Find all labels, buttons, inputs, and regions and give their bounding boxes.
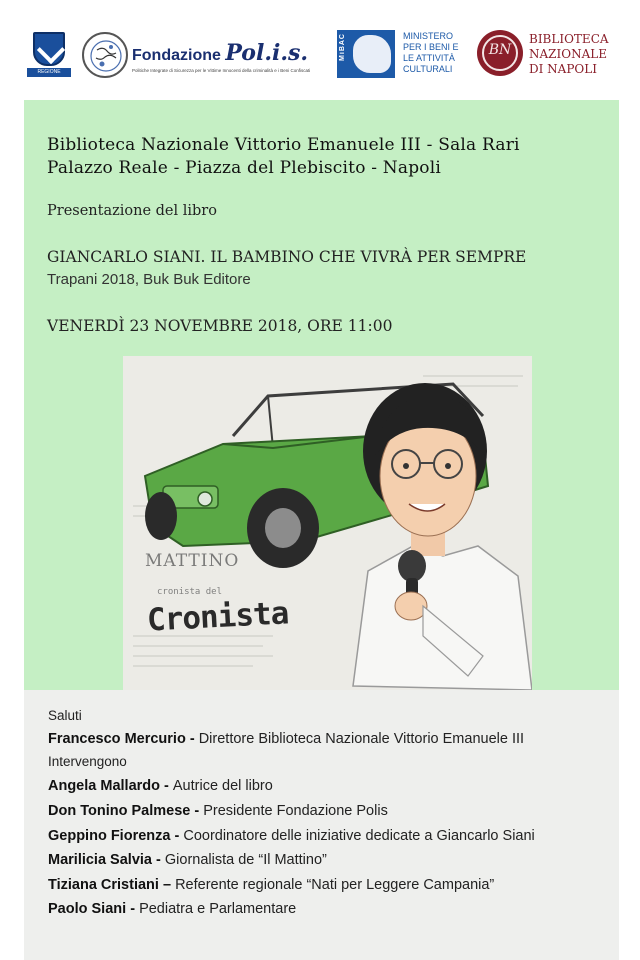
- mibac-line: MINISTERO: [403, 31, 454, 41]
- mibac-logo: [337, 30, 465, 80]
- presentation-intro: Presentazione del libro: [47, 203, 217, 219]
- speaker-role: Presidente Fondazione Polis: [203, 803, 388, 819]
- regione-campania-logo: [27, 32, 71, 84]
- speaker-separator: -: [170, 828, 184, 844]
- speaker-separator: -: [185, 731, 199, 747]
- speaker-separator: -: [126, 901, 140, 917]
- logo-bar: [0, 0, 640, 100]
- saluti-heading: Saluti: [48, 708, 82, 723]
- speaker-name: Don Tonino Palmese: [48, 803, 191, 819]
- cover-newspaper-subline: cronista del: [157, 587, 223, 597]
- bnn-text: [529, 32, 609, 77]
- mibac-line: PER I BENI E: [403, 42, 459, 52]
- speaker-row: [48, 852, 327, 868]
- polis-name-prefix: Fondazione: [132, 47, 221, 64]
- regione-campania-shield-icon: [33, 32, 65, 66]
- bnn-seal-icon: [477, 30, 523, 76]
- mibac-sculpture-icon: [353, 35, 391, 73]
- speaker-row: [48, 828, 535, 844]
- venue-line-2: Palazzo Reale - Piazza del Plebiscito - Napoli: [47, 158, 441, 178]
- speaker-separator: -: [151, 852, 165, 868]
- fondazione-polis-logo: [82, 32, 322, 80]
- speaker-separator: -: [190, 803, 204, 819]
- speaker-row: [48, 901, 296, 917]
- cover-newspaper-headline: MATTINO: [145, 551, 240, 571]
- mibac-line: CULTURALI: [403, 64, 453, 74]
- book-title: GIANCARLO SIANI. IL BAMBINO CHE VIVRÀ PER SEMPRE: [47, 248, 527, 266]
- speaker-name: Geppino Fiorenza: [48, 828, 171, 844]
- bnn-monogram: BN: [488, 42, 512, 58]
- speaker-row: [48, 731, 524, 747]
- venue-line-1: Biblioteca Nazionale Vittorio Emanuele III - Sala Rari: [47, 135, 520, 155]
- event-panel: [24, 100, 619, 690]
- polis-name: [132, 40, 308, 66]
- bnn-line: DI NAPOLI: [529, 62, 597, 76]
- speaker-name: Angela Mallardo: [48, 778, 160, 794]
- mibac-text: [403, 31, 459, 75]
- mibac-mark-icon: [337, 30, 395, 78]
- speaker-separator: –: [158, 877, 176, 893]
- speaker-name: Paolo Siani: [48, 901, 127, 917]
- book-cover-illustration: [123, 356, 532, 690]
- regione-campania-caption: REGIONE CAMPANIA: [27, 68, 71, 77]
- speaker-role: Giornalista de “Il Mattino”: [164, 852, 327, 868]
- speaker-role: Direttore Biblioteca Nazionale Vittorio Emanuele III: [198, 731, 525, 747]
- polis-globe-icon: [82, 32, 128, 78]
- biblioteca-nazionale-logo: [477, 30, 627, 80]
- event-date: VENERDÌ 23 NOVEMBRE 2018, ORE 11:00: [47, 317, 393, 335]
- speaker-role: Coordinatore delle iniziative dedicate a Giancarlo Siani: [183, 828, 535, 844]
- speaker-separator: -: [160, 778, 173, 794]
- polis-name-main: Pol.i.s.: [225, 40, 309, 66]
- speakers-section: [24, 690, 619, 960]
- speaker-name: Marilicia Salvia: [48, 852, 152, 868]
- intervengono-heading: Intervengono: [48, 754, 127, 769]
- book-publisher: Trapani 2018, Buk Buk Editore: [47, 271, 251, 288]
- speaker-name: Tiziana Cristiani: [48, 877, 159, 893]
- speaker-row: [48, 778, 273, 794]
- speaker-name: Francesco Mercurio: [48, 731, 186, 747]
- speaker-row: [48, 803, 388, 819]
- speaker-row: [48, 877, 494, 893]
- mibac-line: LE ATTIVITÀ: [403, 53, 455, 63]
- bnn-line: NAZIONALE: [529, 47, 607, 61]
- speaker-role: Pediatra e Parlamentare: [139, 901, 297, 917]
- cover-title-label: Cronista: [146, 595, 290, 639]
- cover-drawing: [123, 356, 532, 690]
- mibac-mark-label: MiBAC: [339, 33, 346, 61]
- speaker-role: Referente regionale “Nati per Leggere Campania”: [175, 877, 495, 893]
- bnn-line: BIBLIOTECA: [529, 32, 609, 46]
- polis-tagline: Politiche Integrate di Sicurezza per le Vittime Innocenti della criminalità e i Beni Confiscati: [132, 68, 311, 73]
- speaker-role: Autrice del libro: [172, 778, 273, 794]
